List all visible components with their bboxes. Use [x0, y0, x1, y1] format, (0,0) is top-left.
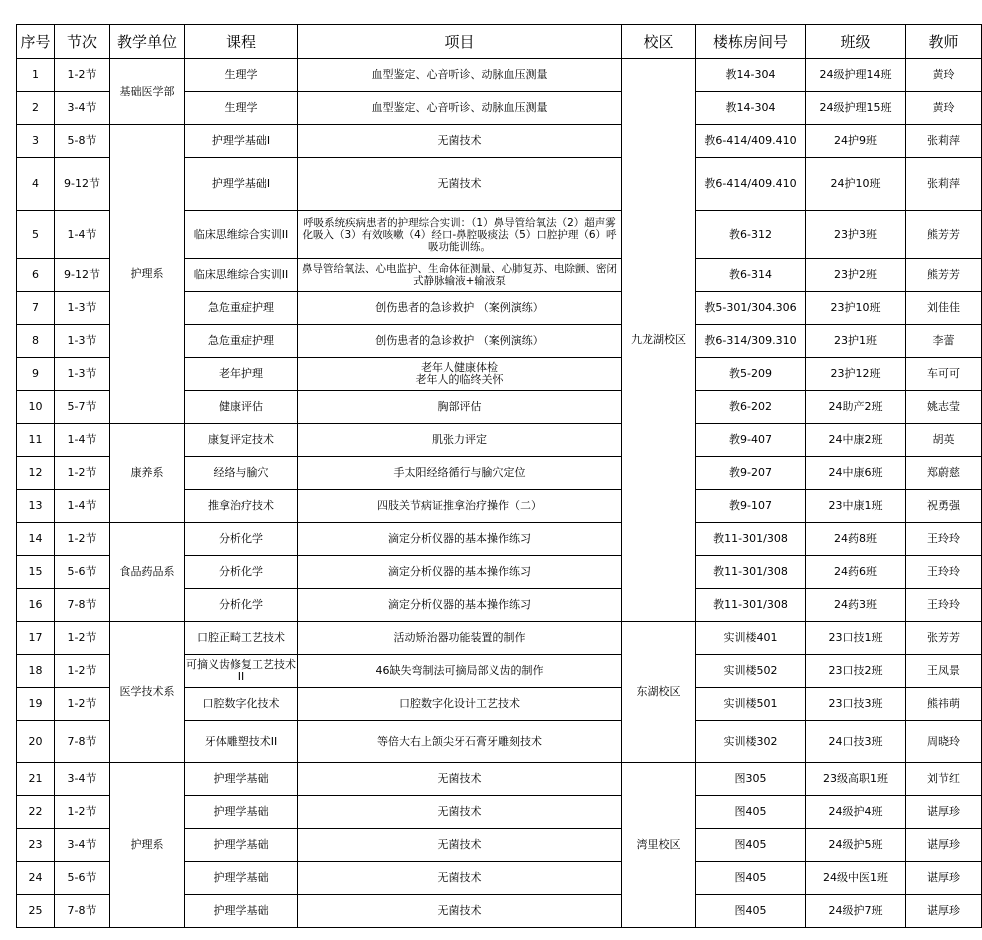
row-period: 7-8节	[55, 589, 110, 622]
row-class: 24级护理15班	[806, 92, 906, 125]
row-class: 23护1班	[806, 325, 906, 358]
row-room: 教6-314	[696, 259, 806, 292]
row-no: 2	[17, 92, 55, 125]
row-period: 1-2节	[55, 688, 110, 721]
row-period: 3-4节	[55, 763, 110, 796]
row-class: 24药8班	[806, 523, 906, 556]
row-class: 24级护4班	[806, 796, 906, 829]
row-teacher: 谌厚珍	[906, 895, 982, 928]
row-no: 3	[17, 125, 55, 158]
row-course: 康复评定技术	[185, 424, 298, 457]
row-course: 生理学	[185, 92, 298, 125]
row-project: 创伤患者的急诊救护 （案例演练）	[298, 292, 622, 325]
row-no: 22	[17, 796, 55, 829]
row-teacher: 张莉萍	[906, 158, 982, 211]
row-period: 7-8节	[55, 721, 110, 763]
row-class: 24护10班	[806, 158, 906, 211]
row-teacher: 谌厚珍	[906, 862, 982, 895]
row-period: 1-3节	[55, 325, 110, 358]
row-course: 分析化学	[185, 523, 298, 556]
row-course: 临床思维综合实训II	[185, 259, 298, 292]
row-teacher: 黄玲	[906, 92, 982, 125]
row-period: 9-12节	[55, 158, 110, 211]
row-period: 1-2节	[55, 796, 110, 829]
header-no: 序号	[17, 25, 55, 59]
row-teacher: 王玲玲	[906, 556, 982, 589]
row-teacher: 车可可	[906, 358, 982, 391]
row-teacher: 谌厚珍	[906, 829, 982, 862]
row-teacher: 熊芳芳	[906, 211, 982, 259]
row-period: 3-4节	[55, 92, 110, 125]
row-room: 教11-301/308	[696, 589, 806, 622]
row-class: 24级中医1班	[806, 862, 906, 895]
campus-cell: 东湖校区	[622, 622, 696, 763]
row-teacher: 刘佳佳	[906, 292, 982, 325]
table-row	[17, 763, 982, 796]
row-project: 46缺失弯制法可摘局部义齿的制作	[298, 655, 622, 688]
row-course: 护理学基础I	[185, 158, 298, 211]
row-room: 教9-407	[696, 424, 806, 457]
row-room: 教6-312	[696, 211, 806, 259]
table-row	[17, 523, 982, 556]
row-course: 急危重症护理	[185, 325, 298, 358]
row-room: 实训楼501	[696, 688, 806, 721]
row-project: 无菌技术	[298, 862, 622, 895]
row-period: 1-2节	[55, 655, 110, 688]
row-project: 等倍大右上颌尖牙石膏牙雕刻技术	[298, 721, 622, 763]
row-no: 9	[17, 358, 55, 391]
row-teacher: 张芳芳	[906, 622, 982, 655]
row-course: 分析化学	[185, 589, 298, 622]
row-period: 9-12节	[55, 259, 110, 292]
unit-cell: 康养系	[110, 424, 185, 523]
unit-cell: 基础医学部	[110, 59, 185, 125]
unit-cell: 食品药品系	[110, 523, 185, 622]
schedule-table	[16, 24, 982, 928]
row-period: 7-8节	[55, 895, 110, 928]
row-period: 1-2节	[55, 523, 110, 556]
row-project: 无菌技术	[298, 125, 622, 158]
row-period: 3-4节	[55, 829, 110, 862]
row-teacher: 王玲玲	[906, 523, 982, 556]
row-project: 滴定分析仪器的基本操作练习	[298, 556, 622, 589]
row-project: 无菌技术	[298, 763, 622, 796]
row-no: 6	[17, 259, 55, 292]
row-class: 23护10班	[806, 292, 906, 325]
row-no: 11	[17, 424, 55, 457]
row-course: 健康评估	[185, 391, 298, 424]
row-room: 教5-209	[696, 358, 806, 391]
row-project: 无菌技术	[298, 895, 622, 928]
table-row	[17, 424, 982, 457]
row-room: 教6-314/309.310	[696, 325, 806, 358]
row-room: 实训楼302	[696, 721, 806, 763]
row-project: 创伤患者的急诊救护 （案例演练）	[298, 325, 622, 358]
row-class: 24级护理14班	[806, 59, 906, 92]
row-period: 1-3节	[55, 292, 110, 325]
row-class: 24级护5班	[806, 829, 906, 862]
row-no: 24	[17, 862, 55, 895]
row-no: 19	[17, 688, 55, 721]
header-campus: 校区	[622, 25, 696, 59]
campus-cell: 九龙湖校区	[622, 59, 696, 622]
table-row	[17, 622, 982, 655]
row-class: 23级高职1班	[806, 763, 906, 796]
row-class: 23口技1班	[806, 622, 906, 655]
row-project: 滴定分析仪器的基本操作练习	[298, 589, 622, 622]
row-no: 13	[17, 490, 55, 523]
table-row	[17, 125, 982, 158]
row-period: 5-6节	[55, 862, 110, 895]
header-course: 课程	[185, 25, 298, 59]
row-room: 教6-414/409.410	[696, 158, 806, 211]
row-course: 牙体雕塑技术II	[185, 721, 298, 763]
row-course: 口腔正畸工艺技术	[185, 622, 298, 655]
row-class: 24中康6班	[806, 457, 906, 490]
row-project: 活动矫治器功能装置的制作	[298, 622, 622, 655]
row-teacher: 胡英	[906, 424, 982, 457]
row-course: 护理学基础	[185, 829, 298, 862]
header-teacher: 教师	[906, 25, 982, 59]
table-row	[17, 59, 982, 92]
row-room: 教11-301/308	[696, 556, 806, 589]
row-teacher: 王凤景	[906, 655, 982, 688]
row-teacher: 刘节红	[906, 763, 982, 796]
row-room: 图405	[696, 895, 806, 928]
row-course: 护理学基础	[185, 796, 298, 829]
row-period: 1-2节	[55, 622, 110, 655]
row-course: 护理学基础	[185, 763, 298, 796]
row-teacher: 熊芳芳	[906, 259, 982, 292]
header-project: 项目	[298, 25, 622, 59]
row-period: 1-3节	[55, 358, 110, 391]
row-course: 护理学基础	[185, 862, 298, 895]
row-no: 7	[17, 292, 55, 325]
header-row	[17, 25, 982, 59]
row-room: 图405	[696, 796, 806, 829]
row-course: 护理学基础I	[185, 125, 298, 158]
row-no: 17	[17, 622, 55, 655]
campus-cell: 湾里校区	[622, 763, 696, 928]
row-teacher: 黄玲	[906, 59, 982, 92]
row-no: 5	[17, 211, 55, 259]
row-room: 图405	[696, 829, 806, 862]
row-course: 推拿治疗技术	[185, 490, 298, 523]
row-no: 1	[17, 59, 55, 92]
row-project: 口腔数字化设计工艺技术	[298, 688, 622, 721]
row-class: 23护3班	[806, 211, 906, 259]
row-teacher: 张莉萍	[906, 125, 982, 158]
row-room: 教14-304	[696, 92, 806, 125]
row-project: 无菌技术	[298, 158, 622, 211]
row-period: 1-4节	[55, 424, 110, 457]
row-period: 5-7节	[55, 391, 110, 424]
row-no: 14	[17, 523, 55, 556]
row-course: 口腔数字化技术	[185, 688, 298, 721]
row-class: 24级护7班	[806, 895, 906, 928]
unit-cell: 护理系	[110, 763, 185, 928]
row-class: 24护9班	[806, 125, 906, 158]
row-project: 四肢关节病证推拿治疗操作（二）	[298, 490, 622, 523]
row-no: 4	[17, 158, 55, 211]
row-project: 无菌技术	[298, 796, 622, 829]
row-room: 实训楼502	[696, 655, 806, 688]
row-project: 无菌技术	[298, 829, 622, 862]
row-no: 8	[17, 325, 55, 358]
row-project: 手太阳经络循行与腧穴定位	[298, 457, 622, 490]
row-teacher: 李蕾	[906, 325, 982, 358]
row-room: 教5-301/304.306	[696, 292, 806, 325]
header-room: 楼栋房间号	[696, 25, 806, 59]
row-room: 教6-414/409.410	[696, 125, 806, 158]
row-room: 教9-107	[696, 490, 806, 523]
row-project: 老年人健康体检 老年人的临终关怀	[298, 358, 622, 391]
row-no: 25	[17, 895, 55, 928]
row-course: 生理学	[185, 59, 298, 92]
unit-cell: 护理系	[110, 125, 185, 424]
row-class: 24口技3班	[806, 721, 906, 763]
row-period: 1-4节	[55, 211, 110, 259]
header-period: 节次	[55, 25, 110, 59]
row-no: 23	[17, 829, 55, 862]
row-course: 可摘义齿修复工艺技术II	[185, 655, 298, 688]
header-unit: 教学单位	[110, 25, 185, 59]
row-class: 23护2班	[806, 259, 906, 292]
row-no: 20	[17, 721, 55, 763]
row-period: 1-4节	[55, 490, 110, 523]
row-room: 图405	[696, 862, 806, 895]
row-teacher: 郑蔚慈	[906, 457, 982, 490]
row-teacher: 周晓玲	[906, 721, 982, 763]
row-no: 16	[17, 589, 55, 622]
row-room: 教11-301/308	[696, 523, 806, 556]
row-no: 15	[17, 556, 55, 589]
row-period: 1-2节	[55, 457, 110, 490]
row-project: 鼻导管给氧法、心电监护、生命体征测量、心肺复苏、电除颤、密闭式静脉输液+输液泵	[298, 259, 622, 292]
row-teacher: 姚志莹	[906, 391, 982, 424]
row-teacher: 谌厚珍	[906, 796, 982, 829]
row-room: 教14-304	[696, 59, 806, 92]
row-project: 胸部评估	[298, 391, 622, 424]
row-class: 23中康1班	[806, 490, 906, 523]
header-class: 班级	[806, 25, 906, 59]
row-period: 1-2节	[55, 59, 110, 92]
row-course: 护理学基础	[185, 895, 298, 928]
row-period: 5-8节	[55, 125, 110, 158]
row-room: 实训楼401	[696, 622, 806, 655]
row-no: 21	[17, 763, 55, 796]
row-class: 23口技2班	[806, 655, 906, 688]
row-project: 肌张力评定	[298, 424, 622, 457]
row-room: 教9-207	[696, 457, 806, 490]
row-period: 5-6节	[55, 556, 110, 589]
row-class: 24药3班	[806, 589, 906, 622]
row-class: 24药6班	[806, 556, 906, 589]
row-no: 12	[17, 457, 55, 490]
row-no: 10	[17, 391, 55, 424]
row-class: 24助产2班	[806, 391, 906, 424]
row-teacher: 熊祎萌	[906, 688, 982, 721]
row-course: 老年护理	[185, 358, 298, 391]
row-class: 23护12班	[806, 358, 906, 391]
row-teacher: 王玲玲	[906, 589, 982, 622]
row-room: 图305	[696, 763, 806, 796]
row-course: 急危重症护理	[185, 292, 298, 325]
row-no: 18	[17, 655, 55, 688]
row-course: 经络与腧穴	[185, 457, 298, 490]
row-project: 血型鉴定、心音听诊、动脉血压测量	[298, 59, 622, 92]
row-room: 教6-202	[696, 391, 806, 424]
row-teacher: 祝勇强	[906, 490, 982, 523]
row-course: 分析化学	[185, 556, 298, 589]
row-class: 23口技3班	[806, 688, 906, 721]
row-project: 血型鉴定、心音听诊、动脉血压测量	[298, 92, 622, 125]
row-class: 24中康2班	[806, 424, 906, 457]
row-project: 呼吸系统疾病患者的护理综合实训：（1）鼻导管给氧法（2）超声雾化吸入（3）有效咳嗽（4）经口-鼻腔吸痰法（5）口腔护理（6）呼吸功能训练。	[298, 211, 622, 259]
row-course: 临床思维综合实训II	[185, 211, 298, 259]
row-project: 滴定分析仪器的基本操作练习	[298, 523, 622, 556]
unit-cell: 医学技术系	[110, 622, 185, 763]
